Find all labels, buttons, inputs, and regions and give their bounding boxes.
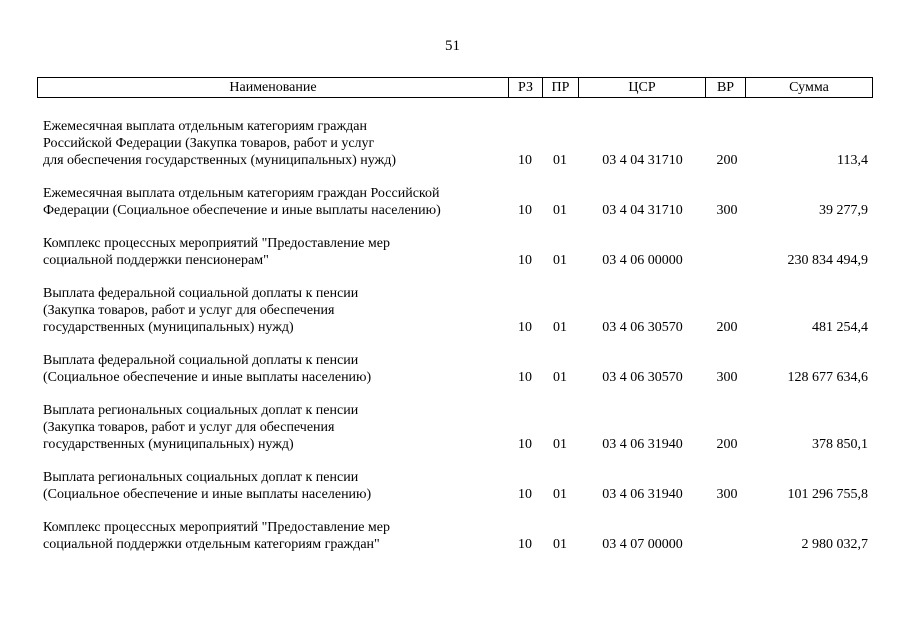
row-sum: 230 834 494,9: [787, 253, 868, 268]
row-pr: 01: [553, 153, 567, 168]
row-csr: 03 4 06 31940: [602, 487, 683, 502]
row-csr: 03 4 06 31940: [602, 437, 683, 452]
row-sum: 101 296 755,8: [787, 487, 868, 502]
row-pr: 01: [553, 320, 567, 335]
row-sum: 481 254,4: [812, 320, 868, 335]
row-sum: 378 850,1: [812, 437, 868, 452]
row-pr: 01: [553, 253, 567, 268]
header-name: Наименование: [229, 80, 317, 95]
row-csr: 03 4 04 31710: [602, 153, 683, 168]
table-row: [0, 118, 905, 169]
table-row: [0, 352, 905, 386]
row-rz: 10: [518, 370, 532, 385]
row-pr: 01: [553, 203, 567, 218]
header-csr: ЦСР: [578, 78, 705, 97]
row-name: Комплекс процессных мероприятий "Предоставление мер социальной поддержки отдельным категориям граждан": [43, 520, 391, 552]
row-name: Комплекс процессных мероприятий "Предоставление мер социальной поддержки пенсионерам": [43, 236, 391, 268]
row-vr: 200: [716, 437, 738, 452]
row-rz: 10: [518, 203, 532, 218]
row-vr: 300: [716, 203, 738, 218]
table-row: [0, 185, 905, 219]
row-pr: 01: [553, 487, 567, 502]
row-sum: 128 677 634,6: [787, 370, 868, 385]
row-name: Ежемесячная выплата отдельным категориям граждан Российской Федерации (Социальное обеспечение и иные выплаты населению): [43, 186, 441, 218]
row-vr: 200: [716, 153, 738, 168]
row-csr: 03 4 07 00000: [602, 537, 683, 552]
header-vr: ВР: [705, 78, 745, 97]
page-number: 51: [445, 38, 460, 54]
row-sum: 2 980 032,7: [801, 537, 868, 552]
row-name: Ежемесячная выплата отдельным категориям граждан Российской Федерации (Закупка товаров, работ и услуг для обеспечения государственных (муниципальных) нужд): [43, 119, 397, 168]
row-pr: 01: [553, 437, 567, 452]
table-row: [0, 285, 905, 336]
row-csr: 03 4 04 31710: [602, 203, 683, 218]
table-row: [0, 469, 905, 503]
table-row: [0, 402, 905, 453]
row-name: Выплата федеральной социальной доплаты к пенсии (Закупка товаров, работ и услуг для обеспечения государственных (муниципальных) нужд): [43, 286, 359, 335]
row-rz: 10: [518, 487, 532, 502]
row-rz: 10: [518, 437, 532, 452]
row-vr: 200: [716, 320, 738, 335]
row-sum: 39 277,9: [819, 203, 868, 218]
row-pr: 01: [553, 370, 567, 385]
header-pr: ПР: [542, 78, 578, 97]
row-name: Выплата федеральной социальной доплаты к пенсии (Социальное обеспечение и иные выплаты населению): [43, 353, 372, 385]
row-csr: 03 4 06 30570: [602, 320, 683, 335]
table-row: [0, 519, 905, 553]
row-rz: 10: [518, 253, 532, 268]
row-sum: 113,4: [837, 153, 868, 168]
header-rz: РЗ: [508, 78, 542, 97]
row-rz: 10: [518, 153, 532, 168]
row-vr: 300: [716, 487, 738, 502]
table-row: [0, 235, 905, 269]
row-rz: 10: [518, 320, 532, 335]
row-rz: 10: [518, 537, 532, 552]
table-header: [37, 77, 873, 98]
row-csr: 03 4 06 00000: [602, 253, 683, 268]
header-sum: Сумма: [745, 78, 872, 97]
row-name: Выплата региональных социальных доплат к пенсии (Закупка товаров, работ и услуг для обеспечения государственных (муниципальных) нужд): [43, 403, 359, 452]
row-vr: 300: [716, 370, 738, 385]
row-pr: 01: [553, 537, 567, 552]
row-csr: 03 4 06 30570: [602, 370, 683, 385]
row-name: Выплата региональных социальных доплат к пенсии (Социальное обеспечение и иные выплаты населению): [43, 470, 372, 502]
